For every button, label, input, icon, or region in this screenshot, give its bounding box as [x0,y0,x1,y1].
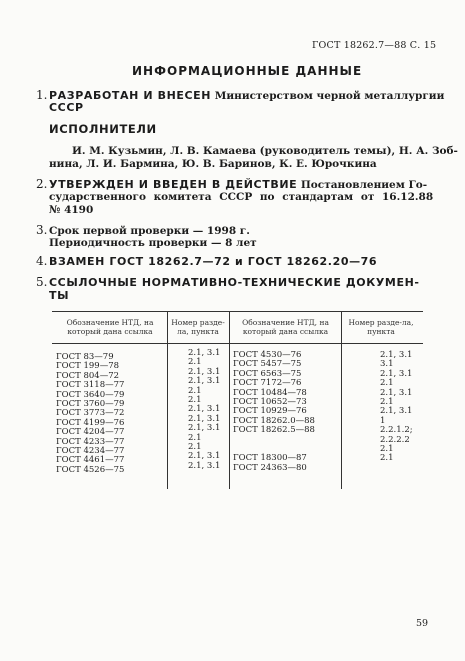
table-cell: ГОСТ 10929—76 [233,406,307,417]
table-cell: 2.1, 3.1 [188,413,221,424]
table-cell: ГОСТ 3118—77 [56,380,125,391]
section-2-line3: № 4190 [49,204,94,216]
table-cell: 2.1, 3.1 [188,423,221,434]
section-2-text: Постановлением Го- [297,179,428,191]
left-ref-column [188,349,220,471]
section-2-line2: сударственного комитета СССР по стандартам от 16.12.88 [49,191,434,203]
section-5-heading: ССЫЛОЧНЫЕ НОРМАТИВНО-ТЕХНИЧЕСКИЕ ДОКУМЕН- [49,276,420,289]
section-1-heading: РАЗРАБОТАН И ВНЕСЕН [49,89,212,102]
section-2-number: 2. [36,177,48,191]
left-doc-column [56,353,124,475]
section-4-number: 4. [36,254,48,268]
section-4 [36,254,377,269]
table-header-doc-left: Обозначение НТД, на который дана ссылка [66,318,154,336]
table-cell: 2.1 [380,396,394,407]
section-2-heading: УТВЕРЖДЕН И ВВЕДЕН В ДЕЙСТВИЕ [49,178,298,191]
table-cell: 2.2.2.2 [380,434,410,445]
table-cell: ГОСТ 7172—76 [233,378,302,389]
table-cell: 2.1, 3.1 [188,460,221,471]
section-1-line2: СССР [49,101,84,114]
table-header-rule [52,343,423,344]
table-cell: ГОСТ 18262.5—88 [233,425,315,436]
table-cell: ГОСТ 10484—78 [233,387,307,398]
table-cell: 2.2.1.2; [380,425,413,436]
table-cell: ГОСТ 18300—87 [233,453,307,464]
table-cell: 2.1 [188,432,202,443]
table-cell: ГОСТ 4530—76 [233,350,302,360]
table-cell: ГОСТ 10652—73 [233,396,307,407]
section-3-line2: Периодичность проверки — 8 лет [49,237,257,249]
table-cell: 2.1, 3.1 [380,350,413,360]
page-title: ИНФОРМАЦИОННЫЕ ДАННЫЕ [132,64,363,78]
table-cell: 2.1, 3.1 [188,451,221,462]
table-cell: ГОСТ 4233—77 [56,436,125,447]
section-1-number: 1. [36,88,48,102]
table-divider-2 [229,311,230,489]
table-header-doc-right: Обозначение НТД, на который дана ссылка [242,318,329,336]
table-cell: ГОСТ 3640—79 [56,389,125,400]
table-cell: 2.1, 3.1 [380,387,413,398]
table-cell: 2.1 [188,357,202,368]
executors-line1: И. М. Кузьмин, Л. В. Камаева (руководитель темы), Н. А. Зоб- [72,145,458,157]
table-cell: ГОСТ 4461—77 [56,455,125,466]
table-cell: 2.1, 3.1 [188,376,221,387]
table-cell: ГОСТ 3773—72 [56,408,125,419]
table-cell: ГОСТ 804—72 [56,370,120,381]
section-3-line1: Срок первой проверки — 1998 г. [49,225,250,237]
table-top-rule [52,311,423,312]
table-cell: 2.1 [380,378,394,389]
section-3-number: 3. [36,223,48,237]
table-cell: ГОСТ 199—78 [56,361,120,372]
table-header-ref-left: Номер разде-ла, пункта [171,318,225,336]
page-header: ГОСТ 18262.7—88 С. 15 [312,40,437,51]
executors-line2: нина, Л. И. Бармина, Ю. В. Баринов, К. Е. Юрочкина [49,158,377,170]
table-cell [380,464,413,473]
table-cell: 2.1, 3.1 [380,368,413,379]
section-5 [36,275,420,290]
table-cell: 2.1, 3.1 [188,348,221,358]
table-cell: 2.1 [188,441,202,452]
table-cell: 2.1 [188,385,202,396]
table-cell: ГОСТ 83—79 [56,352,114,362]
table-cell: ГОСТ 4526—75 [56,464,125,475]
table-cell: ГОСТ 4234—77 [56,445,125,456]
table-cell: ГОСТ 18262.0—88 [233,415,315,426]
table-cell: ГОСТ 5457—75 [233,359,302,370]
table-cell: ГОСТ 3760—79 [56,398,125,409]
table-cell: 2.1, 3.1 [380,406,413,417]
section-1 [36,88,444,103]
table-cell: 2.1 [380,453,394,464]
table-cell: 1 [380,415,386,426]
table-divider-3 [341,311,342,489]
right-ref-column [380,351,413,473]
section-5-number: 5. [36,275,48,289]
table-cell: ГОСТ 24363—80 [233,462,307,473]
table-cell [233,436,315,445]
table-cell: 2.1 [188,394,202,405]
section-5-line2: ТЫ [49,289,70,302]
table-cell: ГОСТ 4204—77 [56,427,125,438]
table-cell: 2.1, 3.1 [188,366,221,377]
table-divider-1 [167,311,168,489]
table-cell: ГОСТ 6563—75 [233,368,302,379]
page-number: 59 [416,618,429,629]
executors-heading: ИСПОЛНИТЕЛИ [49,122,157,136]
section-1-text: Министерством черной металлургии [211,90,445,102]
right-doc-column [233,351,315,473]
table-cell: 3.1 [380,359,394,370]
table-cell: 2.1 [380,443,394,454]
table-header-ref-right: Номер разде-ла, пункта [348,318,414,336]
table-cell: ГОСТ 4199—76 [56,417,125,428]
section-4-heading: ВЗАМЕН ГОСТ 18262.7—72 и ГОСТ 18262.20—76 [49,255,378,268]
table-cell: 2.1, 3.1 [188,404,221,415]
